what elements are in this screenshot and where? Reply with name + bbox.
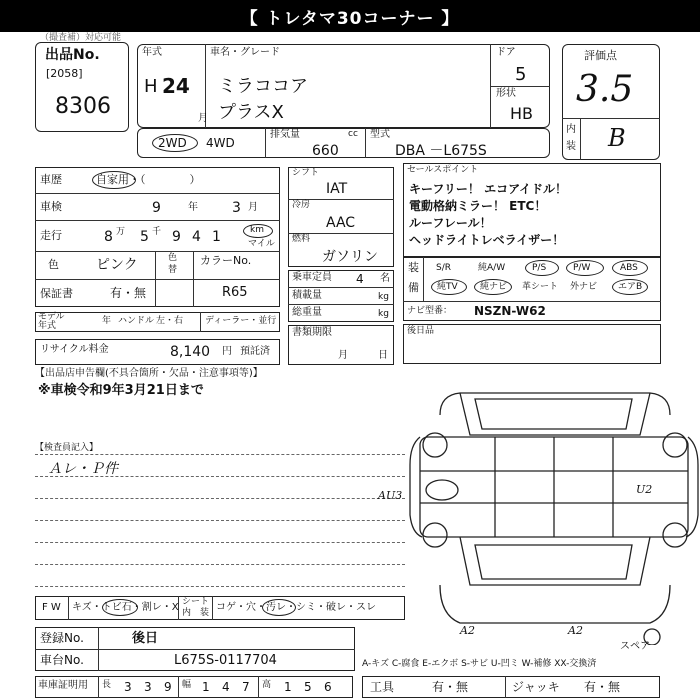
score-value: 3.5 [576, 69, 634, 110]
docs-day: 日 [378, 350, 388, 361]
sales-point-4: ヘッドライトレベライザー！ [409, 233, 565, 247]
equip-navi: 純ナビ [480, 282, 508, 292]
model-year-year: 年 [102, 316, 112, 326]
cert-cell-4: 1 [202, 680, 210, 694]
shape-value: HB [510, 104, 534, 123]
model-code-value: DBA －L675S [395, 143, 487, 159]
cert-unit-width: 幅 [182, 680, 192, 690]
weight-label: 総重量 [292, 307, 322, 318]
color-code-label: カラーNo. [200, 254, 252, 267]
cert-cell-7: 1 [284, 680, 292, 694]
ac-value: AAC [326, 215, 356, 231]
score-label: 評価点 [584, 49, 617, 62]
capacity-unit: 名 [380, 273, 390, 284]
load-unit: kg [378, 292, 389, 302]
model-year-label2: 年式 [38, 321, 57, 331]
displacement-label: 排気量 [270, 129, 300, 140]
fuel-label: 燃料 [292, 234, 311, 244]
chassis-label: 車台No. [40, 653, 84, 667]
shape-label: 形状 [496, 88, 516, 99]
year-month-unit: 月 [198, 113, 208, 124]
equipment-label1: 装 [408, 261, 419, 274]
interior-fw: F W [42, 602, 61, 613]
interior-items2: コゲ・穴・汚レ・シミ・破レ・スレ [216, 602, 376, 613]
year-value: 24 [162, 74, 190, 98]
cert-unit-height: 高 [262, 680, 272, 690]
interior-score-label2: 装 [566, 141, 576, 152]
recycle-unit: 円 [222, 346, 232, 357]
spare-tire-label: スペア [620, 641, 650, 652]
equipment-label2: 備 [408, 281, 419, 294]
lot-sub: [2058] [46, 67, 83, 80]
model-year-lr: 左・右 [156, 316, 184, 326]
year-era: H [144, 76, 158, 97]
inspection-year-unit: 年 [188, 202, 198, 213]
color-code-value: R65 [222, 285, 248, 300]
cert-cell-1: 3 [124, 680, 132, 694]
registration-value: 後日 [132, 631, 159, 646]
equip-ext-navi: 外ナビ [570, 282, 598, 292]
cert-unit-length: 長 [102, 680, 112, 690]
weight-unit: kg [378, 309, 389, 319]
ac-label: 冷房 [292, 200, 311, 210]
docs-label: 書類期限 [292, 327, 332, 338]
cert-cell-5: 4 [222, 680, 230, 694]
mileage-d3: 9 [172, 229, 181, 245]
equip-sr: S/R [436, 263, 451, 273]
shift-label: シフト [292, 168, 320, 178]
shift-value: IAT [326, 181, 348, 197]
navi-model-label: ナビ型番： [407, 306, 453, 316]
load-label: 積載量 [292, 290, 322, 301]
damage-mark-right: U2 [636, 483, 653, 496]
recycle-value: 8,140 [170, 344, 211, 360]
registration-label: 登録No. [40, 631, 84, 645]
inspector-label: 【検査員記入】 [35, 443, 99, 453]
interior-score-value: B [608, 124, 626, 152]
equip-tv: 純TV [437, 282, 458, 292]
doors-label: ドア [496, 47, 516, 58]
model-year-handle: ハンドル [118, 316, 155, 326]
color-change2: 替 [168, 265, 178, 275]
jack-value: 有・無 [584, 680, 621, 694]
drive-4wd: 4WD [206, 136, 235, 150]
seller-notes-text: ※車検令和9年3月21日まで [38, 383, 204, 398]
interior-seat1: シート [182, 597, 210, 607]
recycle-note: 預託済 [240, 346, 270, 357]
mileage-d2: 5 [140, 229, 149, 245]
tools-value: 有・無 [432, 680, 469, 694]
navi-model-value: NSZN-W62 [474, 304, 546, 318]
equip-abs: ABS [620, 263, 638, 273]
doors-value: 5 [515, 64, 527, 85]
sales-point-3: ルーフレール！ [409, 216, 492, 230]
equip-pw: P/W [573, 263, 591, 273]
top-cut-text: （撮査補）対応可能 [40, 33, 122, 43]
equip-aw: 純A/W [478, 263, 506, 273]
sales-points-label: セールスポイント [407, 165, 479, 175]
year-label: 年式 [142, 47, 162, 58]
lot-label: 出品No. [45, 47, 100, 63]
cert-cell-6: 7 [242, 680, 250, 694]
car-damage-diagram [400, 385, 700, 645]
sales-point-1: キーフリー！ エコアイドル！ [409, 182, 568, 196]
color-change1: 色 [168, 253, 178, 263]
interior-seat2: 内 装 [182, 608, 210, 618]
interior-score-label1: 内 [566, 124, 576, 135]
tools-label: 工具 [370, 680, 395, 694]
displacement-unit: cc [348, 129, 358, 139]
inspection-label: 車検 [40, 200, 62, 213]
damage-mark-bottom-left: A2 [460, 624, 475, 637]
spec-row [137, 128, 550, 158]
drive-2wd: 2WD [158, 136, 187, 150]
model-code-label: 型式 [370, 129, 390, 140]
inspection-month-unit: 月 [248, 202, 258, 213]
mileage-unit-km: km [250, 225, 264, 235]
mileage-d4: 4 [192, 229, 201, 245]
damage-legend: A-キズ C-腐食 E-エクボ S-サビ U-凹ミ W-補修 XX-交換済 [362, 659, 597, 669]
sales-point-2: 電動格納ミラー！ ETC！ [409, 199, 547, 213]
mileage-u1: 万 [116, 227, 126, 237]
mileage-u2: 千 [152, 227, 162, 237]
capacity-value: 4 [356, 272, 364, 286]
cert-cell-3: 9 [164, 680, 172, 694]
fuel-value: ガソリン [322, 249, 378, 265]
mileage-d1: 8 [104, 229, 113, 245]
chassis-value: L675S-0117704 [174, 653, 277, 668]
model-name: ミラココア [218, 76, 308, 97]
model-grade: プラスX [218, 102, 284, 123]
color-label: 色 [48, 258, 59, 271]
color-value: ピンク [96, 257, 138, 273]
later-items-label: 後日品 [407, 326, 435, 336]
interior-items1: キズ・トビ石・割レ・X [72, 602, 179, 613]
inspection-year: 9 [152, 200, 161, 216]
equip-leather: 革シート [522, 282, 559, 292]
capacity-label: 乗車定員 [292, 272, 332, 283]
mileage-d5: 1 [212, 229, 221, 245]
cert-label: 車庫証明用 [38, 680, 88, 691]
model-year-dealer: ディーラー・並行 [205, 316, 277, 326]
history-label: 車歴 [40, 173, 62, 186]
model-label: 車名・グレード [210, 47, 280, 58]
damage-mark-bottom-right: A2 [568, 624, 583, 637]
warranty-label: 保証書 [40, 287, 73, 300]
warranty-value: 有・無 [110, 286, 147, 300]
recycle-label: リサイクル料金 [40, 344, 109, 355]
model-year-label1: モデル [38, 312, 65, 322]
equip-ps: P/S [532, 263, 547, 273]
mileage-unit-mile: マイル [248, 239, 275, 249]
jack-label: ジャッキ [512, 680, 560, 694]
header-banner: 【 トレタマ30コーナー 】 [0, 0, 700, 32]
docs-month: 月 [338, 350, 348, 361]
later-items-block [403, 324, 661, 364]
cert-cell-2: 3 [144, 680, 152, 694]
cert-cell-9: 6 [324, 680, 332, 694]
history-options: 自家用・（ ） [96, 173, 201, 186]
inspector-text: Ａレ・Ｐ件 [48, 461, 118, 477]
equip-airbag: エアB [618, 282, 643, 292]
inspection-month: 3 [232, 200, 241, 216]
lot-number: 8306 [55, 94, 111, 119]
mileage-label: 走行 [40, 229, 62, 242]
displacement-value: 660 [312, 143, 339, 159]
damage-mark-left: AU3 [378, 489, 403, 502]
seller-notes-label: 【出品店申告欄(不具合箇所・欠品・注意事項等)】 [35, 368, 263, 379]
cert-cell-8: 5 [304, 680, 312, 694]
